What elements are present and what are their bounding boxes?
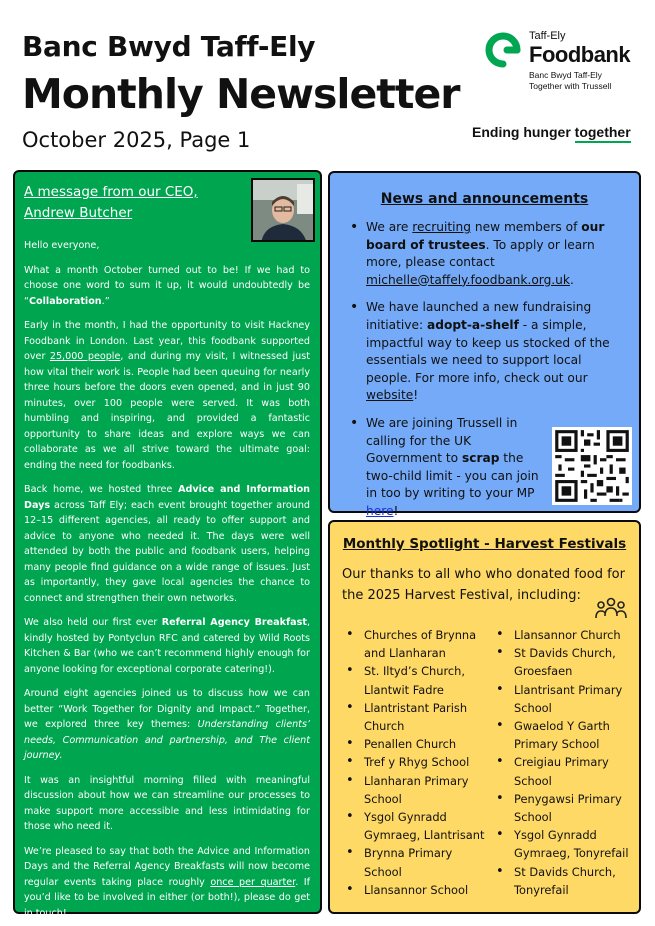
spotlight-title: Monthly Spotlight - Harvest Festivals: [342, 536, 627, 552]
logo-subtitle-welsh: Banc Bwyd Taff-Ely: [529, 70, 602, 80]
news-title: News and announcements: [380, 191, 589, 207]
spotlight-intro: Our thanks to all who who donated food for the 2025 Harvest Festival, including:: [342, 567, 625, 603]
donors-column-1: [340, 626, 488, 899]
donors-column-2: [490, 626, 638, 899]
donors-list-2: [490, 626, 638, 899]
ceo-photo: [251, 178, 315, 242]
news-item-adopt-a-shelf: • We have launched a new fundraising initiative: adopt-a-shelf - a simple, impactful way to keep us stocked of the essentials we need to support local people. For more info, check out our website!: [344, 299, 625, 405]
recruiting-link[interactable]: recruiting: [412, 220, 471, 234]
donor-list-item: • Ysgol Gynradd Gymraeg, Llantrisant: [340, 808, 488, 844]
qr-code-icon[interactable]: [552, 427, 632, 505]
tagline-text: Ending hunger: [472, 124, 575, 140]
ceo-heading-line2: Andrew Butcher: [24, 205, 133, 221]
donor-list-item: • Llanharan Primary School: [340, 772, 488, 808]
donor-list-item: • Llansannor Church: [490, 626, 638, 644]
newsletter-org-title: Banc Bwyd Taff-Ely: [22, 30, 316, 63]
donor-list-item: • Penygawsi Primary School: [490, 790, 638, 826]
logo-small-text: Taff-Ely: [529, 30, 566, 42]
news-panel: [328, 171, 641, 518]
donor-list-item: • Gwaelod Y Garth Primary School: [490, 717, 638, 753]
ceo-greeting: Hello everyone,: [24, 240, 100, 251]
donor-list-item: • Brynna Primary School: [340, 844, 488, 880]
foodbank-logo: [483, 30, 643, 90]
ceo-paragraph-1: What a month October turned out to be! If we had to choose one word to sum it up, it would undoubtedly be “Collaboration.”: [24, 264, 310, 307]
ceo-portrait-image: [253, 180, 315, 242]
donor-list-item: • St Davids Church, Groesfaen: [490, 644, 638, 680]
donor-list-item: • Creigiau Primary School: [490, 753, 638, 789]
news-item-two-child-limit: • We are joining Trussell in calling for the UK Government to scrap the two-child limit - you can join in too by writing to your MP here!: [344, 415, 540, 521]
ceo-paragraph-7: We’re pleased to say that both the Advice and Information Days and the Referral Agency Breakfasts will now become regular events taking place roughly once per quarter. If you’d like to be involved in either (or both!), please do get in touch!: [24, 845, 310, 919]
ceo-paragraph-4: We also held our first ever Referral Agency Breakfast, kindly hosted by Pontyclun RFC and catered by Wild Roots Kitchen & Bar (who we can’t recommend highly enough for anyone looking for exceptional corporate catering!).: [24, 617, 310, 675]
ceo-heading[interactable]: [24, 182, 244, 224]
donor-list-item: • Llansannor School: [340, 881, 488, 899]
ceo-message-panel: [13, 170, 322, 919]
newsletter-date-page: October 2025, Page 1: [22, 128, 251, 152]
foodbank-logo-icon: [483, 32, 523, 68]
donor-list-item: • Llantristant Parish Church: [340, 699, 488, 735]
donor-list-item: • Tref y Rhyg School: [340, 753, 488, 771]
spotlight-panel: [328, 520, 641, 914]
ceo-paragraph-5: Around eight agencies joined us to discuss how we can better “Work Together for Dignity and Impact.” Together, we explored three key themes: Understanding clients’ needs, Communication and partnership, and The client journey.: [24, 688, 310, 761]
donors-list-1: [340, 626, 488, 899]
tagline-underlined: together: [575, 124, 631, 143]
ceo-paragraph-6: It was an insightful morning filled with meaningful discussion about how we can streamline our processes to make support more accessible and less intimidating for those who need it.: [24, 774, 310, 832]
donor-list-item: • St Davids Church, Tonyrefail: [490, 863, 638, 899]
logo-big-text: Foodbank: [529, 42, 631, 67]
ceo-paragraph-3: Back home, we hosted three Advice and Information Days across Taff Ely; each event brought together around 12–15 different agencies, all ready to offer support and advice to anyone who needed it. The days were well attended by both the public and foodbank users, helping many people find guidance on a wide range of issues. Just as importantly, they gave local agencies the chance to connect and strengthen their own networks.: [24, 484, 310, 604]
website-link[interactable]: website: [366, 388, 414, 403]
mp-here-link[interactable]: here: [366, 503, 394, 518]
donor-list-item: • St. Iltyd’s Church, Llantwit Fadre: [340, 662, 488, 698]
donor-list-item: • Llantrisant Primary School: [490, 681, 638, 717]
people-supported-link[interactable]: 25,000 people: [49, 351, 121, 362]
ceo-paragraph-2: Early in the month, I had the opportunity to visit Hackney Foodbank in London. Last year, this foodbank supported over 25,000 people, and during my visit, I witnessed just how vital their work is. People had been queuing for nearly three hours before the doors even opened, and in just 90 minutes, over 100 people were served. It was both humbling and inspiring, and provided a fantastic opportunity to share ideas and explore ways we can collaborate as we all strive toward the ultimate goal: ending the need for foodbanks.: [24, 320, 310, 471]
donor-list-item: • Penallen Church: [340, 735, 488, 753]
qr-code-graphic: [552, 427, 632, 505]
newsletter-title: Monthly Newsletter: [22, 70, 460, 118]
people-group-icon: [594, 596, 628, 622]
contact-email-link[interactable]: michelle@taffely.foodbank.org.uk: [366, 272, 570, 287]
news-item-trustees: • We are recruiting new members of our board of trustees. To apply or learn more, please contact michelle@taffely.foodbank.org.uk.: [344, 219, 625, 289]
donor-list-item: • Ysgol Gynradd Gymraeg, Tonyrefail: [490, 826, 638, 862]
donor-list-item: • Churches of Brynna and Llanharan: [340, 626, 488, 662]
tagline: [472, 124, 631, 140]
logo-subtitle-trussell: Together with Trussell: [529, 81, 612, 91]
ceo-heading-line1: A message from our CEO,: [24, 184, 198, 200]
